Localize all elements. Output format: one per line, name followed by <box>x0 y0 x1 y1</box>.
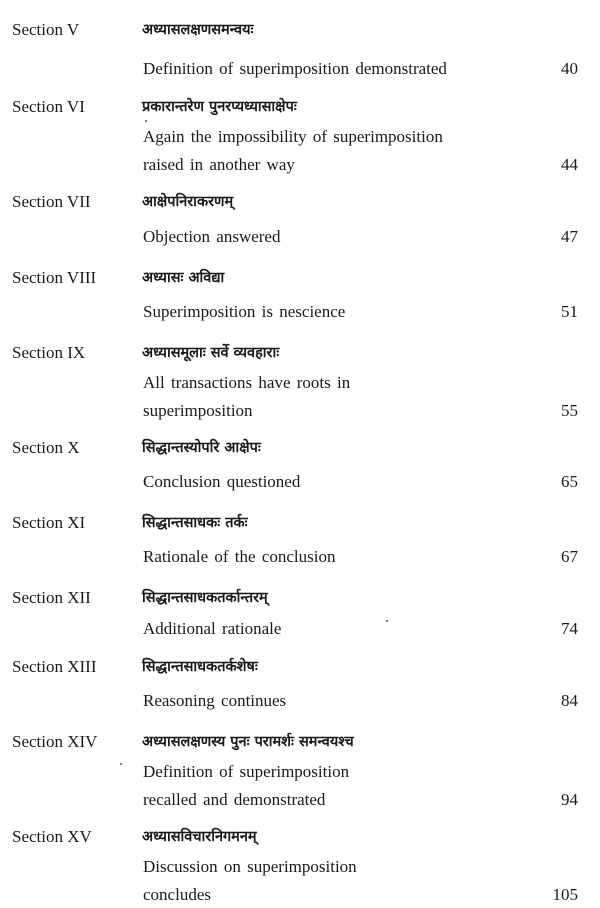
english-title-line: All transactions have roots in <box>143 373 351 392</box>
section-label: Section XI <box>12 513 86 532</box>
sanskrit-title: अध्यासः अविद्या <box>142 270 225 286</box>
english-title-line: Objection answered <box>143 227 281 246</box>
page-number: 67 <box>561 547 578 566</box>
section-label: Section X <box>12 438 80 457</box>
english-title-line: Additional rationale <box>143 619 282 638</box>
page-number: 84 <box>561 691 578 710</box>
sanskrit-title: सिद्धान्तसाधकतर्कशेषः <box>142 659 258 675</box>
page-number: 40 <box>561 59 578 78</box>
page-number: 44 <box>561 155 578 174</box>
page-number: 105 <box>552 885 578 904</box>
sanskrit-title: आक्षेपनिराकरणम् <box>142 194 234 210</box>
english-title-line: recalled and demonstrated <box>143 790 326 809</box>
page-number: 65 <box>561 472 578 491</box>
section-label: Section VI <box>12 97 85 116</box>
sanskrit-title: अध्यासमूलाः सर्वे व्यवहाराः <box>142 345 280 361</box>
section-label: Section XV <box>12 827 92 846</box>
english-title-line: superimposition <box>143 401 253 420</box>
sanskrit-title: सिद्धान्तसाधकः तर्कः <box>142 515 248 531</box>
english-title-line: Rationale of the conclusion <box>143 547 336 566</box>
sanskrit-title: अध्यासविचारनिगमनम् <box>142 829 257 845</box>
english-title-line: raised in another way <box>143 155 295 174</box>
sanskrit-title: सिद्धान्तसाधकतर्कान्तरम् <box>142 590 268 606</box>
english-title-line: Conclusion questioned <box>143 472 301 491</box>
english-title-line: Definition of superimposition <box>143 762 350 781</box>
english-title-line: Definition of superimposition demonstrated <box>143 59 447 78</box>
section-label: Section XIV <box>12 732 98 751</box>
section-label: Section VII <box>12 192 91 211</box>
english-title-line: Superimposition is nescience <box>143 302 346 321</box>
section-label: Section V <box>12 20 80 39</box>
page-number: 94 <box>561 790 578 809</box>
sanskrit-title: सिद्धान्तस्योपरि आक्षेपः <box>142 440 261 456</box>
scan-speck <box>386 620 388 622</box>
page-number: 51 <box>561 302 578 321</box>
sanskrit-title: अध्यासलक्षणस्य पुनः परामर्शः समन्वयश्च <box>142 734 354 750</box>
sanskrit-title: प्रकारान्तरेण पुनरप्यध्यासाक्षेपः <box>142 99 297 115</box>
english-title-line: concludes <box>143 885 211 904</box>
page-number: 74 <box>561 619 578 638</box>
page-number: 55 <box>561 401 578 420</box>
english-title-line: Discussion on superimposition <box>143 857 357 876</box>
page-number: 47 <box>561 227 578 246</box>
scan-speck <box>145 120 147 122</box>
section-label: Section VIII <box>12 268 97 287</box>
section-label: Section XII <box>12 588 91 607</box>
section-label: Section XIII <box>12 657 97 676</box>
scan-speck <box>120 763 122 765</box>
english-title-line: Again the impossibility of superimposition <box>143 127 443 146</box>
sanskrit-title: अध्यासलक्षणसमन्वयः <box>142 22 254 38</box>
english-title-line: Reasoning continues <box>143 691 287 710</box>
section-label: Section IX <box>12 343 86 362</box>
